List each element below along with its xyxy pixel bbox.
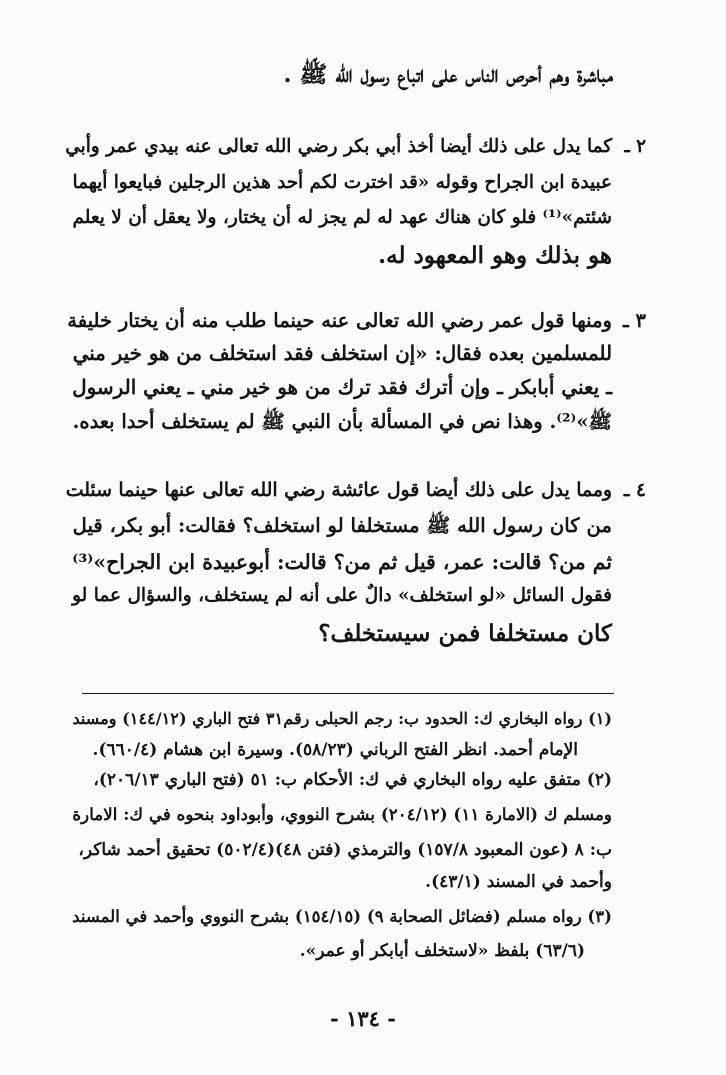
- item-3-number: ٣ ـ: [622, 309, 646, 332]
- item-2-line-2: عبيدة ابن الجراح وقوله «قد اخترت لكم أحد هذين الرجلين فبايعوا أيهما: [72, 172, 612, 193]
- item-3-line-3: ـ يعني أبابكر ـ وإن أترك فقد ترك من هو خير مني ـ يعني الرسول: [72, 375, 612, 399]
- intro-line: مباشرة وهم أحرص الناس على اتباع رسول الله ﷺ .: [283, 61, 613, 88]
- item-4-line-3: ثم من؟ قالت: عمر، قيل ثم من؟ قالت: أبوعبيدة ابن الجراح»⁽³⁾: [72, 550, 612, 574]
- item-2-line-1: [65, 138, 646, 156]
- footnote-3-line-2: (٦٣/٦) بلفظ «لاستخلف أبابكر أو عمر».: [299, 941, 585, 961]
- item-3-line-1: [67, 311, 646, 331]
- item-4-number: ٤ ـ: [623, 479, 646, 501]
- item-2-number: ٢ ـ: [624, 136, 646, 157]
- item-3-line-2: للمسلمين بعده فقال: «إن استخلف فقد استخلف من هو خير مني: [72, 341, 612, 365]
- item-4-line-5: كان مستخلفا فمن سيستخلف؟: [318, 620, 612, 647]
- footnote-2-line-3: ب: ٨ (عون المعبود ١٥٧/٨) والترمذي (فتن ٤٨)(٥٠٢/٤) تحقيق أحمد شاكر،: [78, 840, 612, 860]
- item-3-text: ومنها قول عمر رضي الله تعالى عنه حينما طلب منه أن يختار خليفة: [67, 309, 612, 332]
- footnote-2-line-1: (٢) متفق عليه رواه البخاري في ك: الأحكام ب: ٥١ (فتح الباري ٢٠٦/١٣)،: [93, 770, 612, 790]
- item-4-line-4: فقول السائل «لو استخلف» دالٌ على أنه لم يستخلف، والسؤال عما لو: [72, 585, 612, 606]
- item-2-line-4: هو بذلك وهو المعهود له.: [378, 242, 612, 269]
- item-2-text: كما يدل على ذلك أيضا أخذ أبي بكر رضي الله تعالى عنه بيدي عمر وأبي: [65, 136, 612, 157]
- item-3-line-4: ﷺ»⁽²⁾. وهذا نص في المسألة بأن النبي ﷺ لم يستخلف أحدا بعده.: [72, 410, 612, 433]
- item-2-line-3: شئتم»⁽¹⁾ فلو كان هناك عهد له لم يجز له أن يختار، ولا يعقل أن لا يعلم: [72, 207, 612, 228]
- item-4-line-1: [66, 481, 646, 500]
- footnote-3-line-1: (٣) رواه مسلم (فضائل الصحابة ٩) (١٥٤/١٥) بشرح النووي وأحمد في المسند: [72, 906, 612, 926]
- footnote-1-line-1: (١) رواه البخاري ك: الحدود ب: رجم الحبلى رقم٣١ فتح الباري (١٤٤/١٢) ومسند: [72, 709, 612, 728]
- item-4-line-2: من كان رسول الله ﷺ مستخلفا لو استخلف؟ فقالت: أبو بكر، قيل: [72, 514, 612, 537]
- item-4-text: ومما يدل على ذلك أيضا قول عائشة رضي الله تعالى عنها حينما سئلت: [65, 479, 612, 501]
- footnote-1-line-2: الإمام أحمد. انظر الفتح الرباني (٥٨/٢٣). وسيرة ابن هشام (٦٦٠/٤).: [92, 740, 578, 760]
- footnote-2-line-4: وأحمد في المسند (٤٣/١).: [425, 872, 612, 892]
- footnote-divider: [82, 693, 614, 694]
- page-number: - ١٣٤ -: [330, 1006, 396, 1031]
- footnote-2-line-2: ومسلم ك (الامارة ١١) (٢٠٤/١٢) بشرح النووي، وأبوداود بنحوه في ك: الامارة: [72, 804, 612, 824]
